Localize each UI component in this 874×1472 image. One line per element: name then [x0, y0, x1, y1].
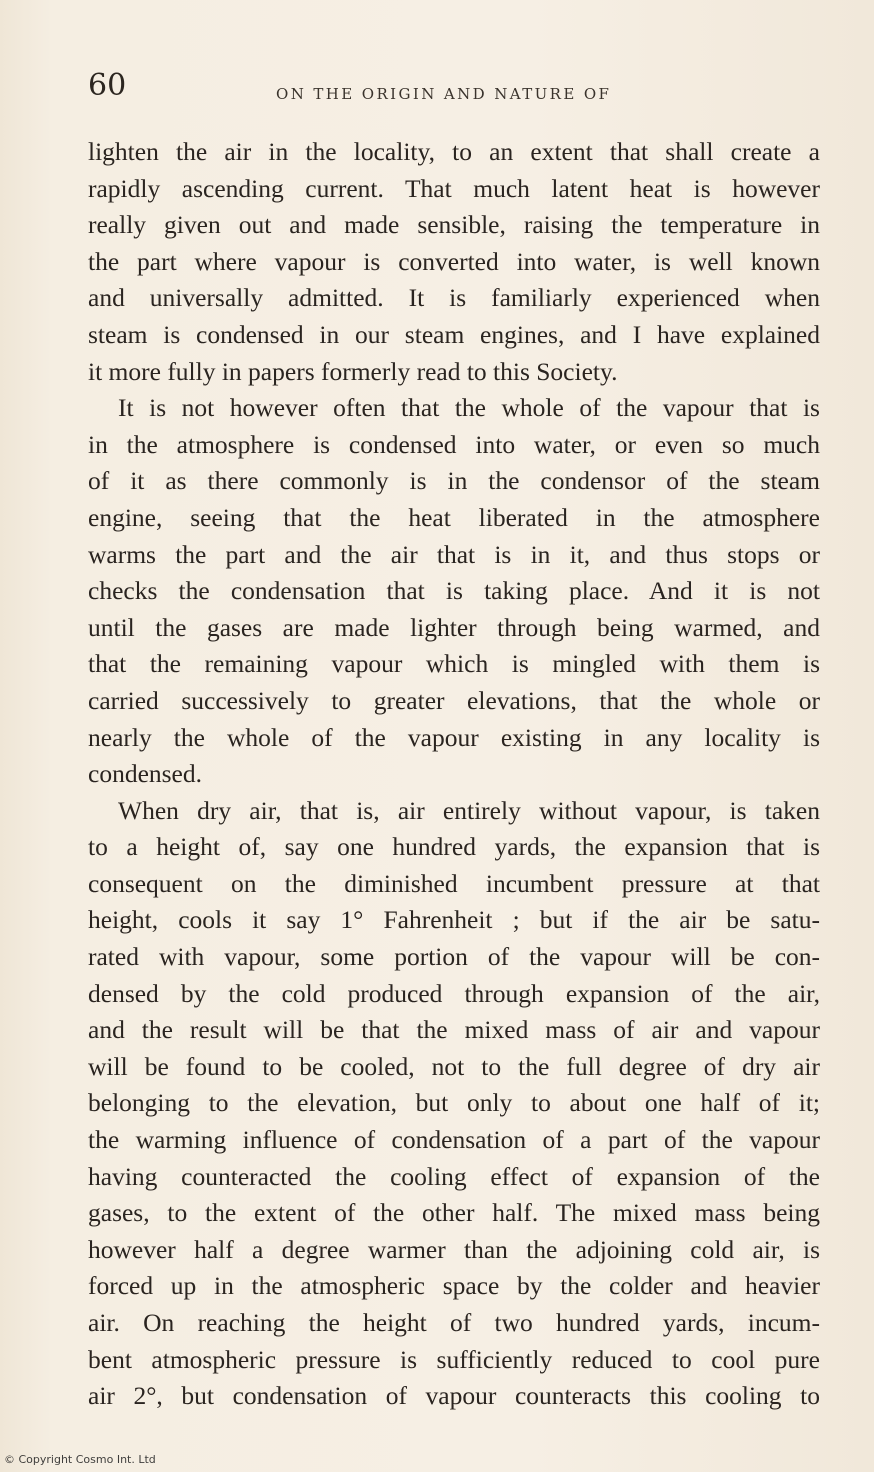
- page-number: 60: [88, 68, 127, 103]
- text-line: carried successively to greater elevations, that the whole or: [88, 685, 820, 715]
- copyright-watermark: © Copyright Cosmo Int. Ltd: [4, 1453, 156, 1466]
- text-line: the part where vapour is converted into water, is well known: [88, 246, 820, 276]
- text-line: air 2°, but condensation of vapour counteracts this cooling to: [88, 1381, 820, 1411]
- text-line: and the result will be that the mixed mass of air and vapour: [88, 1015, 820, 1045]
- text-line: warms the part and the air that is in it, and thus stops or: [88, 539, 820, 569]
- text-line: When dry air, that is, air entirely without vapour, is taken: [118, 795, 820, 825]
- text-line: in the atmosphere is condensed into water, or even so much: [88, 429, 820, 459]
- paragraph-2: [88, 390, 820, 793]
- text-line: that the remaining vapour which is mingled with them is: [88, 649, 820, 679]
- text-line: until the gases are made lighter through being warmed, and: [88, 612, 820, 642]
- text-line: densed by the cold produced through expansion of the air,: [88, 978, 820, 1008]
- text-line: the warming influence of condensation of a part of the vapour: [88, 1125, 820, 1155]
- text-line: bent atmospheric pressure is sufficiently reduced to cool pure: [88, 1344, 820, 1374]
- text-line: steam is condensed in our steam engines, and I have explained: [88, 319, 820, 349]
- text-line: it more fully in papers formerly read to this Society.: [88, 356, 618, 386]
- text-line: air. On reaching the height of two hundred yards, incum-: [88, 1308, 820, 1337]
- text-line: belonging to the elevation, but only to about one half of it;: [88, 1088, 820, 1118]
- text-line: checks the condensation that is taking place. And it is not: [88, 576, 820, 606]
- text-line: forced up in the atmospheric space by the colder and heavier: [88, 1271, 820, 1301]
- text-line: and universally admitted. It is familiarly experienced when: [88, 283, 820, 313]
- text-line: having counteracted the cooling effect of expansion of the: [88, 1161, 820, 1191]
- text-line: rated with vapour, some portion of the vapour will be con-: [88, 942, 820, 972]
- text-line: consequent on the diminished incumbent pressure at that: [88, 868, 820, 898]
- text-line: to a height of, say one hundred yards, the expansion that is: [88, 832, 820, 862]
- text-line: will be found to be cooled, not to the full degree of dry air: [88, 1051, 820, 1081]
- text-line: height, cools it say 1° Fahrenheit ; but if the air be satu-: [88, 905, 820, 935]
- paragraph-3: [88, 793, 820, 1415]
- text-line: engine, seeing that the heat liberated in the atmosphere: [88, 502, 820, 532]
- text-line: condensed.: [88, 759, 203, 789]
- text-line: of it as there commonly is in the condensor of the steam: [88, 466, 820, 496]
- text-line: gases, to the extent of the other half. The mixed mass being: [88, 1198, 820, 1228]
- running-title: ON THE ORIGIN AND NATURE OF: [276, 85, 612, 103]
- text-line: lighten the air in the locality, to an extent that shall create a: [88, 137, 820, 166]
- body-text: [88, 134, 820, 1415]
- text-line: however half a degree warmer than the adjoining cold air, is: [88, 1234, 820, 1264]
- text-line: rapidly ascending current. That much latent heat is however: [88, 173, 820, 203]
- text-line: really given out and made sensible, raising the temperature in: [88, 210, 820, 240]
- text-line: It is not however often that the whole of the vapour that is: [118, 393, 820, 423]
- paragraph-1: [88, 134, 820, 390]
- text-line: nearly the whole of the vapour existing in any locality is: [88, 722, 820, 752]
